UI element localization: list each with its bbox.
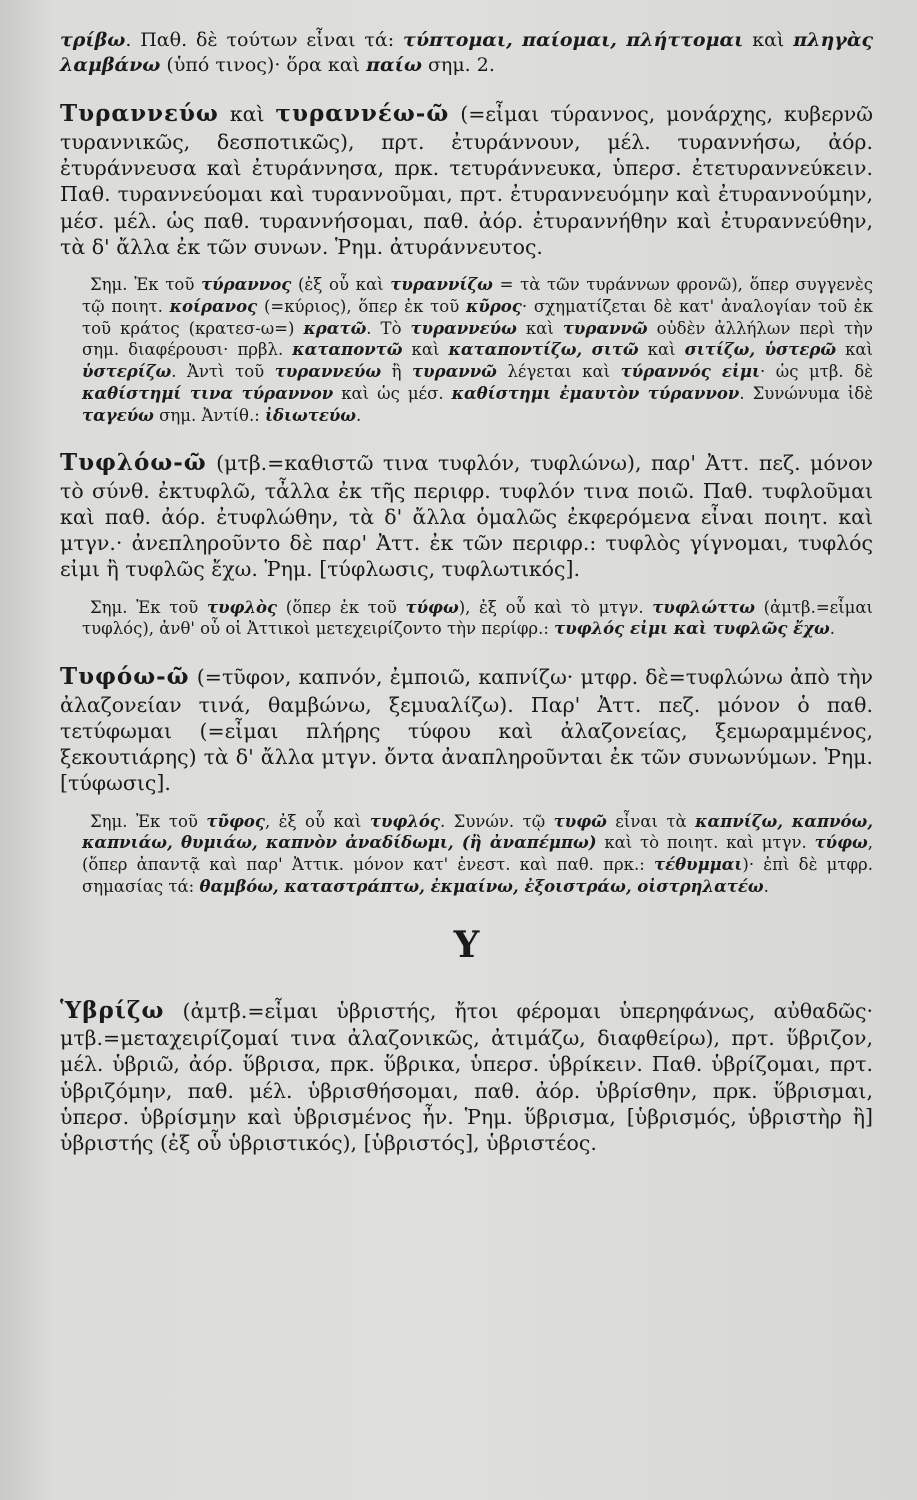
italic-term: θαμβόω, καταστράπτω, ἐκμαίνω, ἐξοιστράω, οἰστρηλατέω (199, 876, 764, 896)
italic-term: καπνίζω, καπνόω, καπνιάω, θυμιάω, καπνὸν ἀναδίδωμι, (ἢ ἀναπέμπω) (82, 811, 873, 853)
italic-term: πληγὰς λαμβάνω (60, 29, 874, 76)
italic-term: κῦρος (466, 296, 522, 316)
italic-term: τυφλώττω (652, 597, 755, 617)
entry-text: . Παθ. δὲ τούτων εἶναι τά: (125, 29, 404, 51)
entry-text: (ἀμτβ.=εἶμαι ὑβριστής, ἤτοι φέρομαι ὑπερηφάνως, αὐθαδῶς· μτβ.=μεταχειρίζομαί τινα ἀλαζονικῶς, ἀτιμάζω, διαφθείρω), πρτ. ὕβριζον, μέλ. ὑβριῶ, ἀόρ. ὕβρισα, πρκ. ὕβρικα, ὑπερσ. ὑβρίκειν. Παθ. ὑβρίζομαι, πρτ. ὑβριζόμην, παθ. μέλ. ὑβρισθήσομαι, παθ. ἀόρ. ὑβρίσθην, πρκ. ὕβρισμαι, ὑπερσ. ὑβρίσμην καὶ ὑβρισμένος ἦν. Ῥημ. ὕβρισμα, [ὑβρισμός, ὑβριστὴρ ἢ] ὑβριστής (ἐξ οὗ ὑβριστικός), [ὑβριστός], ὑβριστέος. (60, 998, 873, 1156)
spacer (60, 426, 873, 448)
italic-term: κοίρανος (169, 296, 258, 316)
italic-term: τυραννεύω (410, 318, 517, 338)
entry-text: (ὑπό τινος)· ὅρα καὶ (160, 53, 367, 76)
italic-term: τῦφος (206, 811, 265, 831)
entry-text: σημ. 2. (421, 53, 495, 76)
italic-term: σιτίζω, ὑστερῶ (684, 340, 837, 360)
italic-term: τυφλός εἰμι καὶ τυφλῶς ἔχω (554, 619, 830, 639)
italic-term: ὑστερίζω (82, 362, 172, 382)
entry-text: . Ἀντὶ τοῦ (171, 362, 275, 382)
note-paragraph (60, 597, 873, 641)
italic-term: τύραννός εἰμι (620, 362, 760, 382)
entry-text: (μτβ.=καθιστῶ τινα τυφλόν, τυφλώνω), παρ' Ἀττ. πεζ. μόνον τὸ σύνθ. ἐκτυφλῶ, τἆλλα ἐκ τῆς περιφρ. τυφλόν τινα ποιῶ. Παθ. τυφλοῦμαι καὶ παθ. ἀόρ. ἐτυφλώθην, τὰ δ' ἄλλα ὁμαλῶς ἐκφερόμενα εἶναι ποιητ. καὶ μτγν.· ἀνεπληροῦντο δὲ παρ' Ἀττ. ἐκ τῶν περιφρ.: τυφλὸς γίγνομαι, τυφλός εἰμι ἢ τυφλῶς ἔχω. Ῥημ. [τύφλωσις, τυφλωτικός]. (60, 451, 873, 582)
italic-term: τυραννίζω (390, 274, 493, 294)
italic-term: καθίστημι ἐμαυτὸν τύραννον (451, 383, 740, 403)
italic-term: τέθυμμαι (653, 855, 743, 875)
entry-text: · ὡς μτβ. δὲ (759, 362, 873, 382)
italic-term: καθίστημί τινα τύραννον (82, 383, 334, 403)
italic-term: ταγεύω (82, 405, 154, 425)
entry-text: (ἐξ οὗ καὶ (291, 274, 391, 294)
entry-text: λέγεται καὶ (496, 362, 621, 382)
entry-text: (=εἶμαι τύραννος, μονάρχης, κυβερνῶ τυραννικῶς, δεσποτικῶς), πρτ. ἐτυράννουν, μέλ. τυραννήσω, ἀόρ. ἐτυράννευσα καὶ ἐτυράννησα, πρκ. τετυράννευκα, ὑπερσ. ἐτετυραννεύκειν. Παθ. τυραννεύομαι καὶ τυραννοῦμαι, πρτ. ἐτυραννευόμην καὶ ἐτυραννούμην, μέσ. μέλ. ὡς παθ. τυραννήσομαι, παθ. ἀόρ. ἐτυραννήθην καὶ ἐτυραννεύθην, τὰ δ' ἄλλα ἐκ τῶν συνων. Ῥημ. ἀτυράννευτος. (60, 102, 873, 259)
entry-text: = τὰ τῶν τυράννων φρονῶ), ὅπερ συγγενὲς τῷ ποιητ. (82, 274, 874, 316)
entry-text: καὶ τὸ ποιητ. καὶ μτγν. (596, 833, 815, 853)
entry-text: (ὅπερ ἐκ τοῦ (277, 597, 406, 617)
entry-text: Σημ. Ἐκ τοῦ (90, 274, 202, 294)
entry-text: καὶ ὡς μέσ. (333, 383, 452, 403)
spacer (60, 77, 873, 99)
section-letter: Υ (453, 923, 480, 966)
entry-text: . Συνών. τῷ (439, 811, 554, 831)
entry-text: . (356, 405, 362, 425)
headword: Ὑβρίζω (60, 996, 165, 1024)
entry-text: . (763, 876, 769, 896)
entry-text: σημ. Ἀντίθ.: (153, 405, 266, 425)
italic-term: ἰδιωτεύω (265, 405, 357, 425)
entry-text: · σχηματίζεται δὲ κατ' ἀναλογίαν τοῦ ἐκ τοῦ κράτος (κρατεσ-ω=) (82, 296, 873, 338)
entry-text: καὶ (638, 340, 685, 360)
entries (60, 28, 873, 898)
entry-text: (=τῦφον, καπνόν, ἐμποιῶ, καπνίζω· μτφρ. δὲ=τυφλώνω ἀπὸ τὴν ἀλαζονείαν τινά, θαμβώνω, ξεμυαλίζω). Παρ' Ἀττ. πεζ. μόνον ὁ παθ. τετύφωμαι (=εἶμαι πλήρης τύφου καὶ ἀλαζονείας, ξεμωραμμένος, ξεκουτιάρης) τὰ δ' ἄλλα μτγν. ὄντα ἀναπληροῦνται ἐκ τῶν συνωνύμων. Ῥημ. [τύφωσις]. (60, 665, 873, 796)
entry-text: . Συνώνυμα ἰδὲ (739, 383, 873, 403)
italic-term: τρίβω (60, 29, 126, 51)
headword: Τυφόω-ῶ (60, 663, 190, 691)
entry-paragraph (60, 662, 873, 796)
italic-term: τυφῶ (553, 811, 607, 831)
entry-text: καὶ (836, 340, 873, 360)
italic-term: παίω (366, 53, 422, 76)
entry-text: . Τὸ (366, 318, 411, 338)
entry-text: καὶ (402, 340, 449, 360)
entry-text: , ἐξ οὗ καὶ (264, 811, 370, 831)
entry-text: (=κύριος), ὅπερ ἐκ τοῦ (257, 296, 466, 316)
headword: τυραννέω-ῶ (275, 100, 450, 128)
entry-text: Σημ. Ἐκ τοῦ (90, 597, 207, 617)
italic-term: τυραννῶ (412, 362, 497, 382)
entry-text: ), ἐξ οὗ καὶ τὸ μτγν. (458, 597, 653, 617)
entry-paragraph (60, 448, 873, 582)
entry-text: καὶ (218, 102, 276, 127)
final-entry-ybrizo (60, 996, 873, 1157)
spacer (60, 583, 873, 597)
entry-text: εἶναι τὰ (606, 811, 696, 831)
continuation-paragraph (60, 28, 873, 77)
italic-term: κρατῶ (303, 318, 367, 338)
spacer (60, 260, 873, 274)
italic-term: καταποντῶ (292, 340, 403, 360)
entry-text: ἢ (381, 362, 413, 382)
italic-term: τύπτομαι, παίομαι, πλήττομαι (403, 29, 744, 51)
italic-term: τύραννος (201, 274, 292, 294)
italic-term: καταποντίζω, σιτῶ (448, 340, 639, 360)
entry-text: )· ἐπὶ δὲ μτφρ. σημασίας τά: (82, 855, 873, 896)
entry-text: , (ὅπερ ἀπαντᾷ καὶ παρ' Ἀττικ. μόνον κατ' ἐνεστ. καὶ παθ. πρκ.: (82, 833, 874, 875)
headword: Τυφλόω-ῶ (60, 449, 207, 477)
note-paragraph (60, 811, 873, 898)
entry-text: Σημ. Ἐκ τοῦ (90, 811, 207, 831)
italic-term: τύφω (405, 597, 459, 617)
entry-text: (ἀμτβ.=εἶμαι τυφλός), ἀνθ' οὗ οἱ Ἀττικοὶ μετεχειρίζοντο τὴν περίφρ.: (82, 597, 874, 639)
entry-text: . (829, 619, 835, 639)
spacer (60, 640, 873, 662)
italic-term: τύφω (814, 833, 868, 853)
note-paragraph (60, 274, 873, 426)
entry-text: καὶ (743, 29, 794, 51)
italic-term: τυραννεύω (274, 362, 382, 382)
italic-term: τυφλὸς (207, 597, 278, 617)
headword: Τυραννεύω (60, 100, 219, 128)
italic-term: τυραννῶ (562, 318, 648, 338)
italic-term: τυφλός (369, 811, 440, 831)
entry-paragraph (60, 99, 873, 260)
spacer (60, 797, 873, 811)
entry-text: οὐδὲν ἀλλήλων περὶ τὴν σημ. διαφέρουσι· πρβλ. (82, 318, 874, 360)
entry-text: καὶ (516, 318, 563, 338)
